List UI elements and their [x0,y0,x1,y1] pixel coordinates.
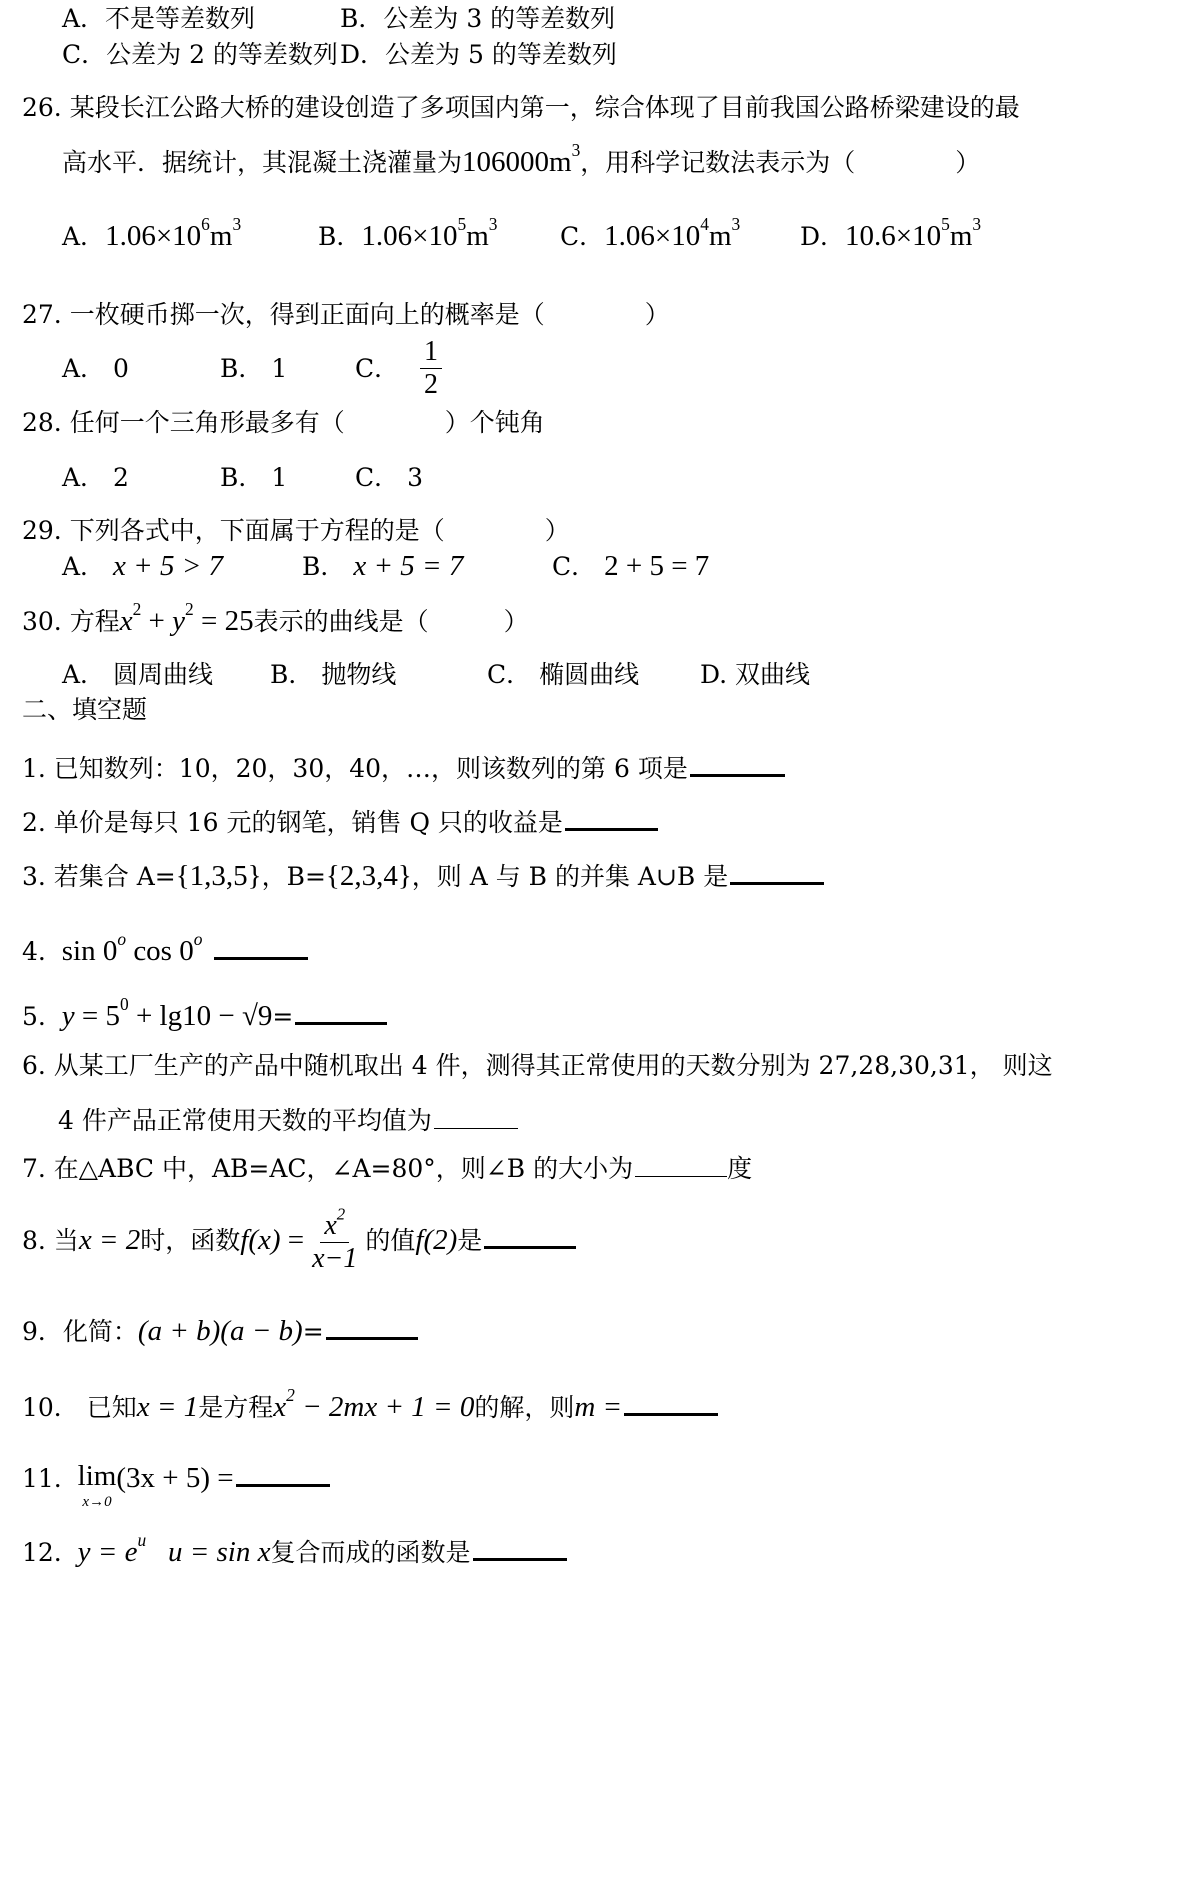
q26-stem-line2: 高水平．据统计，其混凝土浇灌量为$106000m^3$，用科学记数法表示为（ ） [62,140,981,178]
q30-option-d: D. 双曲线 [700,660,811,689]
q29-stem: 29. 下列各式中，下面属于方程的是（ ） [22,516,570,545]
q28-stem: 28. 任何一个三角形最多有（ ）个钝角 [22,408,545,437]
answer-blank[interactable] [434,1106,518,1129]
fill-7: 7. 在△ABC 中，AB=AC，∠A=80°，则∠B 的大小为 度 [22,1154,753,1183]
q28-option-c: C． 3 [355,463,423,492]
q27-option-a: A． 0 [62,354,129,383]
q27-stem: 27. 一枚硬币掷一次，得到正面向上的概率是（ ） [22,300,670,329]
answer-blank[interactable] [565,806,658,831]
fill-12: 12. $y = e^u$ u = sin x复合而成的函数是 [22,1536,567,1567]
section-title-fill-in: 二、填空题 [22,695,148,724]
fill-3: 3. 若集合 A={1,3,5}，B={2,3,4}，则 A 与 B 的并集 A∪B 是 [22,860,824,891]
answer-blank[interactable] [236,1462,330,1487]
answer-blank[interactable] [484,1224,576,1249]
fill-2: 2. 单价是每只 16 元的钢笔，销售 Q 只的收益是 [22,806,658,835]
q26-option-d: D．$10.6\times 10^5m^3$ [800,214,982,252]
q25-option-c: C．公差为 2 的等差数列 [62,40,338,69]
q27-option-b: B． 1 [220,354,288,383]
answer-blank[interactable] [473,1536,567,1561]
q29-option-b: B． x + 5 = 7 [302,550,464,582]
answer-blank[interactable] [295,1000,387,1025]
fill-8: 8. 当x = 2时，函数f(x) = $\frac{x^2}{x-1}$ 的值f(2)是 [22,1210,576,1275]
q27-fraction: $\frac{1}{2}$ [420,336,442,401]
q25-option-a: A．不是等差数列 [62,4,256,33]
q30-option-a: A． 圆周曲线 [62,660,214,689]
q28-option-b: B． 1 [220,463,288,492]
answer-blank[interactable] [690,752,785,777]
fill-4: 4. sin 0$^o$ cos 0$^o$ [22,935,308,966]
q27-option-c: C． [355,354,400,383]
answer-blank[interactable] [624,1391,718,1416]
fill-11: 11. lim x→0 (3x + 5) = [22,1462,330,1510]
q30-option-b: B． 抛物线 [270,660,397,689]
q29-option-a: A． x + 5 > 7 [62,550,224,582]
q26-option-b: B．$1.06\times 10^5m^3$ [318,214,498,252]
answer-blank[interactable] [635,1154,727,1177]
fill-10: 10． 已知x = 1是方程$x^2 - 2mx + 1 = 0$的解，则m = [22,1391,718,1422]
q26-option-c: C．$1.06\times 10^4m^3$ [560,214,741,252]
fill-6-line1: 6. 从某工厂生产的产品中随机取出 4 件，测得其正常使用的天数分别为 27,28,30,31， 则这 [22,1051,1053,1080]
answer-blank[interactable] [730,860,824,885]
answer-blank[interactable] [214,935,308,960]
answer-blank[interactable] [326,1315,418,1340]
q30-stem: 30. 方程$x^2 + y^2 = 25$表示的曲线是（ ） [22,599,529,637]
q26-option-a: A．$1.06\times 10^6m^3$ [62,214,242,252]
q25-option-b: B．公差为 3 的等差数列 [340,4,616,33]
q25-option-d: D．公差为 5 的等差数列 [340,40,617,69]
q28-option-a: A． 2 [62,463,129,492]
fill-5: 5. $y = 5^0 + \lg 10 - √9=$ [22,1000,387,1031]
fill-9: 9．化简：(a + b)(a − b)= [22,1315,418,1346]
q29-option-c: C． 2 + 5 = 7 [552,550,710,582]
q26-volume: $106000m^3$ [462,140,581,178]
fill-6-line2: 4 件产品正常使用天数的平均值为 [58,1106,518,1133]
q26-stem-line1: 26. 某段长江公路大桥的建设创造了多项国内第一，综合体现了目前我国公路桥梁建设的最 [22,93,1020,122]
fill-1: 1. 已知数列：10，20，30，40，…，则该数列的第 6 项是 [22,752,785,781]
q30-option-c: C． 椭圆曲线 [487,660,640,689]
